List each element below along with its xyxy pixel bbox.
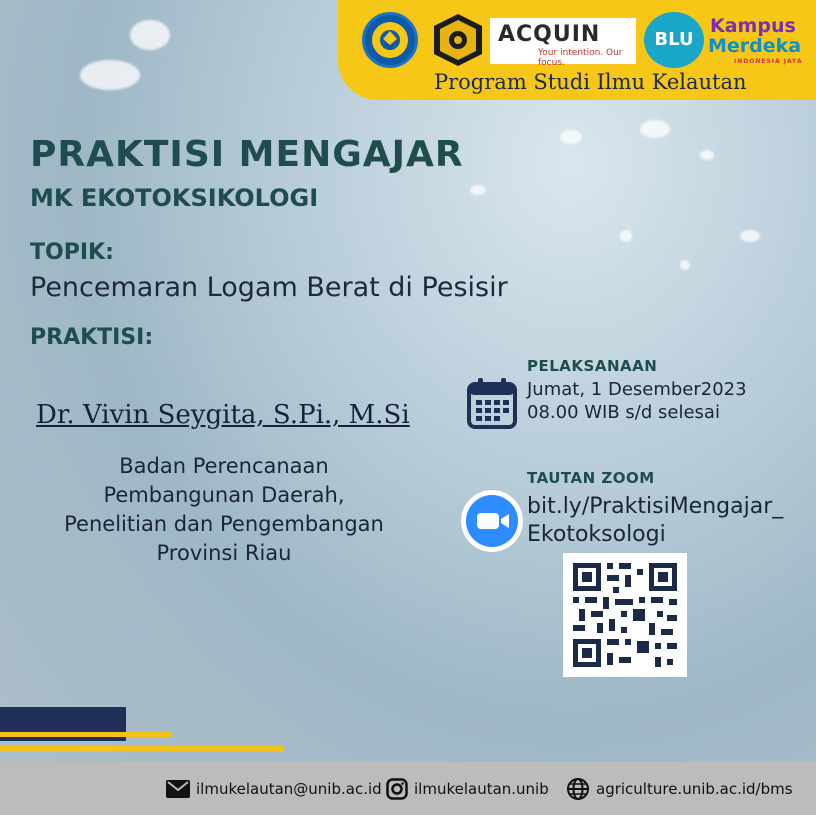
acquin-name: ACQUIN xyxy=(498,22,601,47)
zoom-link[interactable]: bit.ly/PraktisiMengajar_ xyxy=(527,494,784,519)
blu-logo xyxy=(644,12,704,68)
course-title: MK EKOTOKSIKOLOGI xyxy=(30,184,319,212)
bubble-decoration xyxy=(470,185,486,195)
instagram-icon xyxy=(386,778,408,800)
yellow-stripe xyxy=(0,746,284,752)
bubble-decoration xyxy=(80,60,140,90)
bubble-decoration xyxy=(740,230,760,242)
pelaksanaan-label: PELAKSANAAN xyxy=(527,357,658,375)
bubble-decoration xyxy=(560,130,582,144)
org-line: Pembangunan Daerah, xyxy=(103,483,345,507)
program-title: Program Studi Ilmu Kelautan xyxy=(434,70,747,94)
org-line: Penelitian dan Pengembangan xyxy=(64,512,384,536)
event-time: 08.00 WIB s/d selesai xyxy=(527,402,720,423)
merdeka-text: Merdeka xyxy=(708,35,802,57)
bubble-decoration xyxy=(620,230,632,242)
speaker-organization xyxy=(24,452,424,568)
footer xyxy=(0,762,816,815)
zoom-label: TAUTAN ZOOM xyxy=(527,469,655,487)
bubble-decoration xyxy=(700,150,714,160)
email-text: ilmukelautan@unib.ac.id xyxy=(196,780,382,798)
org-line: Badan Perencanaan xyxy=(119,454,329,478)
praktisi-label: PRAKTISI: xyxy=(30,325,154,350)
acquin-tagline: Your intention. Our focus. xyxy=(538,48,623,68)
bubble-decoration xyxy=(640,120,670,138)
kampus-merdeka-logo xyxy=(704,12,814,68)
kampus-text: Kampus xyxy=(710,15,796,37)
speaker-name: Dr. Vivin Seygita, S.Pi., M.Si xyxy=(36,400,410,430)
tut-wuri-handayani-logo xyxy=(362,12,418,68)
yellow-stripe xyxy=(0,732,172,737)
website-text: agriculture.unib.ac.id/bms xyxy=(596,780,793,798)
org-line: Provinsi Riau xyxy=(156,541,292,565)
blu-name: BLU xyxy=(654,29,694,50)
zoom-link-continued[interactable]: Ekotoksologi xyxy=(527,522,666,547)
calendar-icon xyxy=(466,376,518,430)
topic-value: Pencemaran Logam Berat di Pesisir xyxy=(30,272,508,303)
qr-code[interactable] xyxy=(563,553,687,677)
event-date: Jumat, 1 Desember2023 xyxy=(527,379,747,400)
bubble-decoration xyxy=(130,20,170,50)
mail-icon xyxy=(166,780,190,798)
indonesia-jaya-text: INDONESIA JAYA xyxy=(734,58,803,65)
footer-instagram[interactable] xyxy=(386,778,549,800)
acquin-logo xyxy=(490,18,636,68)
zoom-camera-icon xyxy=(461,490,523,552)
globe-icon xyxy=(566,777,590,801)
main-title: PRAKTISI MENGAJAR xyxy=(30,134,464,175)
topic-label: TOPIK: xyxy=(30,240,114,265)
footer-email[interactable] xyxy=(166,778,382,800)
unib-logo xyxy=(430,12,486,68)
instagram-text: ilmukelautan.unib xyxy=(414,780,549,798)
bubble-decoration xyxy=(680,260,690,270)
header-banner xyxy=(338,0,816,100)
footer-website[interactable] xyxy=(566,778,793,800)
